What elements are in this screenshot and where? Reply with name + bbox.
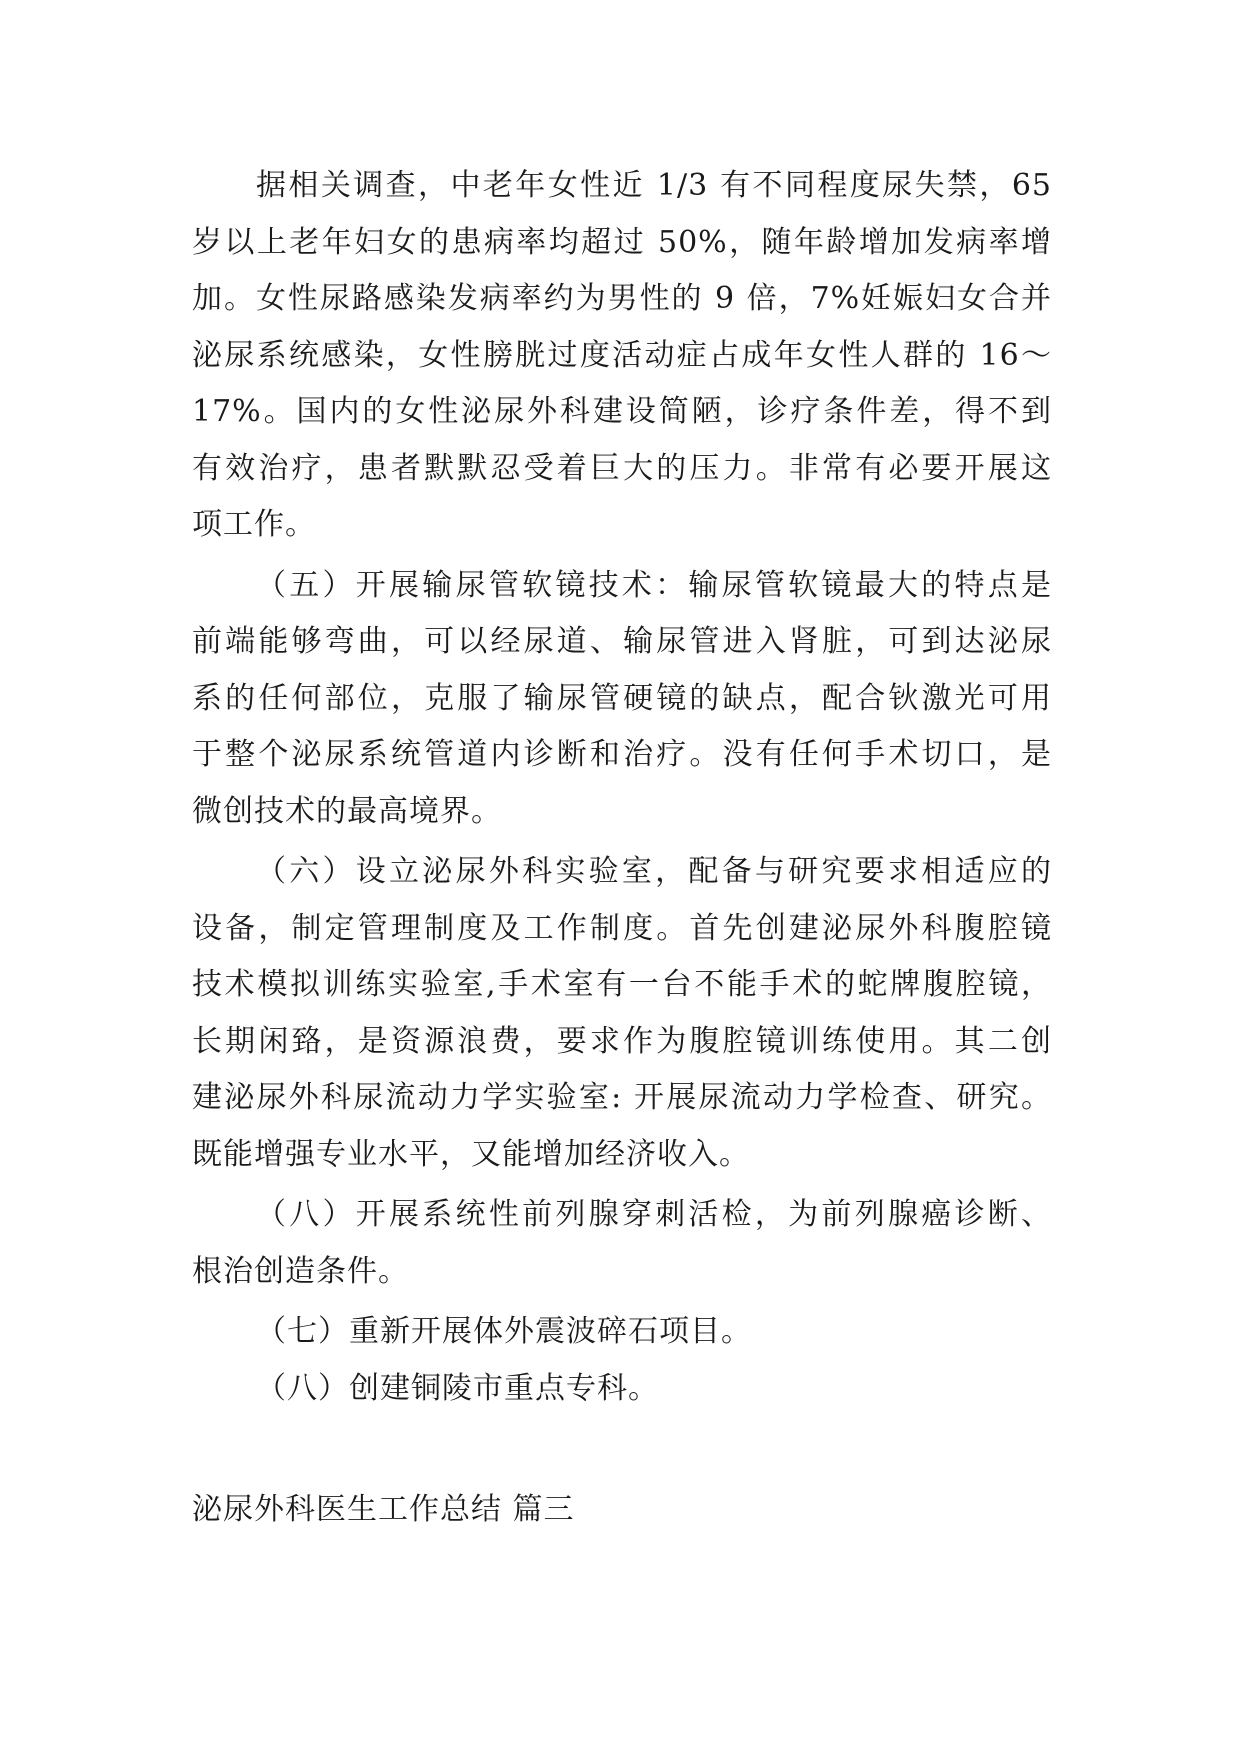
- text-line: 有效治疗，患者默默忍受着巨大的压力。非常有必要开展这: [192, 450, 1052, 486]
- paragraph-item-seven-lithotripsy: [192, 1304, 1052, 1361]
- text-line: 岁以上老年妇女的患病率均超过 50%，随年龄增加发病率增: [192, 224, 1052, 260]
- text-line: 设备，制定管理制度及工作制度。首先创建泌尿外科腹腔镜: [192, 910, 1052, 946]
- text-line: 加。女性尿路感染发病率约为男性的 9 倍，7%妊娠妇女合并: [192, 281, 1052, 316]
- text-line: 系的任何部位，克服了输尿管硬镜的缺点，配合钬激光可用: [192, 680, 1052, 716]
- text-line: 据相关调查，中老年女性近 1/3 有不同程度尿失禁，65: [256, 168, 1052, 203]
- text-line: 于整个泌尿系统管道内诊断和治疗。没有任何手术切口，是: [192, 737, 1052, 772]
- text-line: 建泌尿外科尿流动力学实验室: 开展尿流动力学检查、研究。: [192, 1080, 1052, 1115]
- text-line: （八）创建铜陵市重点专科。: [256, 1370, 659, 1406]
- text-line: （五）开展输尿管软镜技术：输尿管软镜最大的特点是: [256, 567, 1052, 603]
- text-line: （七）重新开展体外震波碎石项目。: [256, 1314, 752, 1349]
- document-body: [192, 158, 1052, 1417]
- paragraph-incontinence-statistics: [192, 158, 1052, 554]
- text-line: 长期闲臵，是资源浪费，要求作为腹腔镜训练使用。其二创: [192, 1023, 1052, 1059]
- paragraph-item-six-laboratory: [192, 844, 1052, 1183]
- text-line: （六）设立泌尿外科实验室，配备与研究要求相适应的: [256, 854, 1052, 889]
- text-line: 微创技术的最高境界。: [192, 793, 502, 829]
- paragraph-item-eight-prostate-biopsy: [192, 1187, 1052, 1300]
- section-heading: 泌尿外科医生工作总结 篇三: [192, 1492, 575, 1527]
- paragraph-item-eight-key-specialty: [192, 1361, 1052, 1418]
- text-line: 既能增强专业水平，又能增加经济收入。: [192, 1136, 750, 1172]
- text-line: 根治创造条件。: [192, 1253, 409, 1289]
- text-line: 技术模拟训练实验室,手术室有一台不能手术的蛇牌腹腔镜，: [192, 967, 1052, 1002]
- text-line: 泌尿系统感染，女性膀胱过度活动症占成年女性人群的 16～: [192, 337, 1052, 373]
- text-line: 前端能够弯曲，可以经尿道、输尿管进入肾脏，可到达泌尿: [192, 624, 1052, 659]
- paragraph-item-five-ureteroscopy: [192, 558, 1052, 841]
- text-line: 17%。国内的女性泌尿外科建设简陋，诊疗条件差，得不到: [192, 394, 1052, 429]
- text-line: （八）开展系统性前列腺穿刺活检，为前列腺癌诊断、: [256, 1197, 1052, 1232]
- text-line: 项工作。: [192, 507, 316, 542]
